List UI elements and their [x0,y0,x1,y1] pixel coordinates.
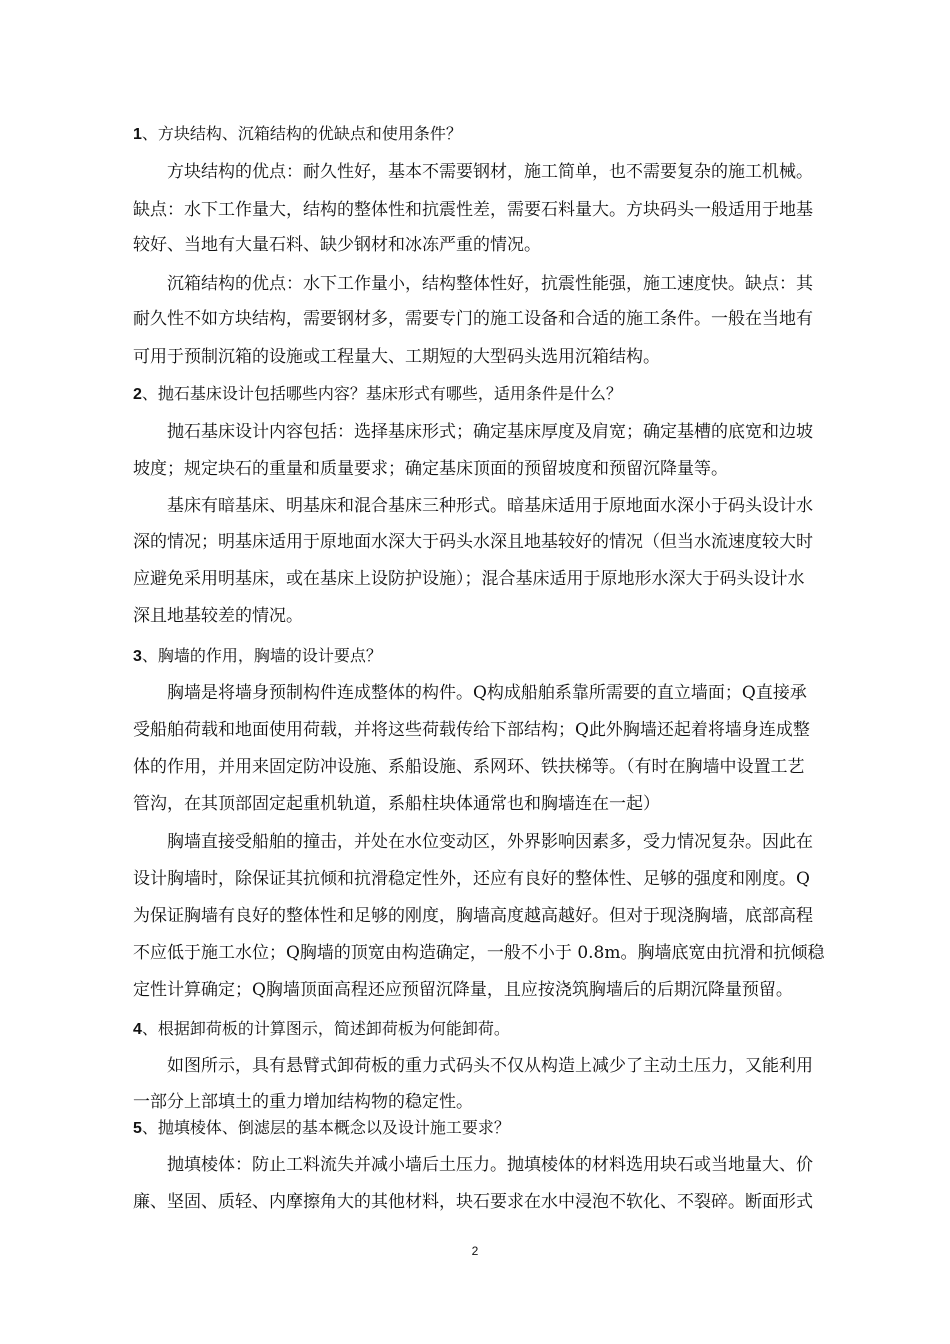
question-title: 、抛石基床设计包括哪些内容？基床形式有哪些，适用条件是什么？ [141,384,622,403]
paragraph-line: 可用于预制沉箱的设施或工程量大、工期短的大型码头选用沉箱结构。 [133,347,660,367]
paragraph-line: 应避免采用明基床，或在基床上设防护设施）；混合基床适用于原地形水深大于码头设计水 [133,569,805,589]
paragraph-line: 耐久性不如方块结构，需要钢材多，需要专门的施工设备和合适的施工条件。一般在当地有 [133,309,813,329]
paragraph-line: 设计胸墙时，除保证其抗倾和抗滑稳定性外，还应有良好的整体性、足够的强度和刚度。Q [133,869,810,889]
paragraph-line: 一部分上部填土的重力增加结构物的稳定性。 [133,1092,473,1112]
question-title: 、根据卸荷板的计算图示，简述卸荷板为何能卸荷。 [141,1019,510,1038]
page-number: 2 [471,1244,479,1258]
question-number: 3 [133,648,142,665]
paragraph-line: 体的作用，并用来固定防冲设施、系船设施、系网环、铁扶梯等。（有时在胸墙中设置工艺 [133,757,805,777]
paragraph-line: 沉箱结构的优点：水下工作量小，结构整体性好，抗震性能强，施工速度快。缺点：其 [167,274,813,294]
paragraph-line: 如图所示，具有悬臂式卸荷板的重力式码头不仅从构造上减少了主动土压力，又能利用 [167,1056,813,1076]
question-4-heading [133,1017,510,1042]
question-title: 、胸墙的作用，胸墙的设计要点？ [141,646,382,665]
paragraph-line: 抛填棱体：防止工料流失并减小墙后土压力。抛填棱体的材料选用块石或当地量大、价 [167,1155,813,1175]
question-1-heading [133,122,462,147]
paragraph-line: 缺点：水下工作量大，结构的整体性和抗震性差，需要石料量大。方块码头一般适用于地基 [133,200,813,220]
paragraph-line: 不应低于施工水位；Q胸墙的顶宽由构造确定，一般不小于 0.8m。胸墙底宽由抗滑和抗倾稳 [133,943,825,963]
paragraph-line: 抛石基床设计内容包括：选择基床形式；确定基床厚度及肩宽；确定基槽的底宽和边坡 [167,422,813,442]
paragraph-line: 较好、当地有大量石料、缺少钢材和冰冻严重的情况。 [133,235,541,255]
question-number: 1 [133,126,142,143]
paragraph-line: 深且地基较差的情况。 [133,606,303,626]
paragraph-line: 管沟，在其顶部固定起重机轨道，系船柱块体通常也和胸墙连在一起） [133,794,660,814]
paragraph-line: 方块结构的优点：耐久性好，基本不需要钢材，施工简单，也不需要复杂的施工机械。 [167,162,813,182]
paragraph-line: 坡度；规定块石的重量和质量要求；确定基床顶面的预留坡度和预留沉降量等。 [133,459,728,479]
question-number: 5 [133,1120,142,1137]
question-title: 、方块结构、沉箱结构的优缺点和使用条件？ [141,124,462,143]
question-3-heading [133,644,382,669]
question-2-heading [133,382,622,407]
paragraph-line: 受船舶荷载和地面使用荷载，并将这些荷载传给下部结构；Q此外胸墙还起着将墙身连成整 [133,720,810,740]
paragraph-line: 胸墙直接受船舶的撞击，并处在水位变动区，外界影响因素多，受力情况复杂。因此在 [167,832,813,852]
paragraph-line: 基床有暗基床、明基床和混合基床三种形式。暗基床适用于原地面水深小于码头设计水 [167,496,813,516]
paragraph-line: 深的情况；明基床适用于原地面水深大于码头水深且地基较好的情况（但当水流速度较大时 [133,532,813,552]
paragraph-line: 定性计算确定；Q胸墙顶面高程还应预留沉降量，且应按浇筑胸墙后的后期沉降量预留。 [133,980,793,1000]
paragraph-line: 廉、坚固、质轻、内摩擦角大的其他材料，块石要求在水中浸泡不软化、不裂碎。断面形式 [133,1192,813,1212]
paragraph-line: 为保证胸墙有良好的整体性和足够的刚度，胸墙高度越高越好。但对于现浇胸墙，底部高程 [133,906,813,926]
question-number: 2 [133,386,142,403]
paragraph-line: 胸墙是将墙身预制构件连成整体的构件。Q构成船舶系靠所需要的直立墙面；Q直接承 [167,683,807,703]
question-5-heading [133,1116,510,1141]
question-number: 4 [133,1021,142,1038]
question-title: 、抛填棱体、倒滤层的基本概念以及设计施工要求？ [141,1118,510,1137]
